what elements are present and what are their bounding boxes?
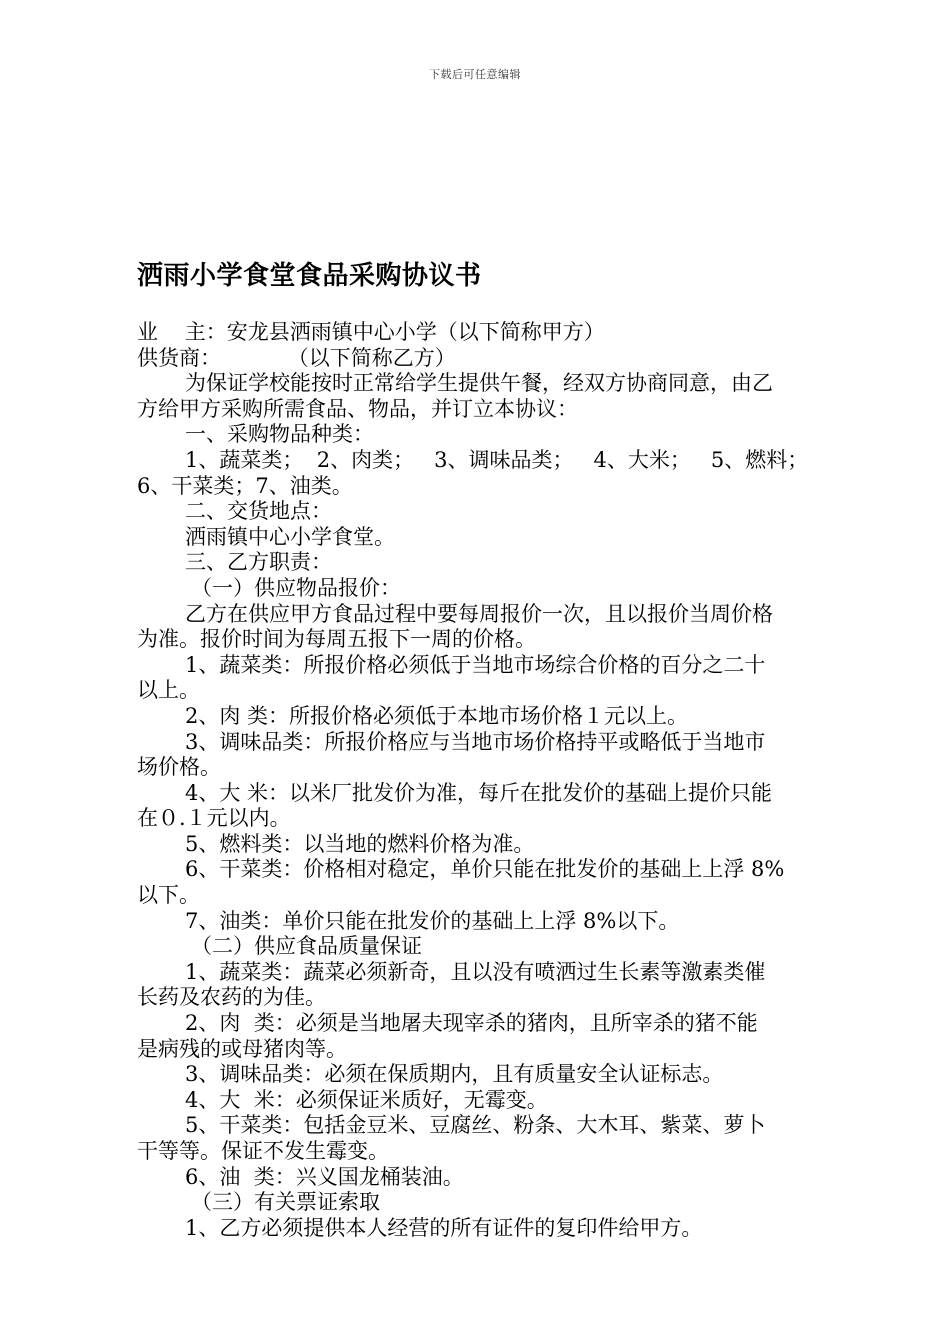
body-line: 在０.１元以内。 [137, 806, 291, 831]
body-line: （三）有关票证索取 [191, 1190, 380, 1215]
body-line: 为保证学校能按时正常给学生提供午餐，经双方协商同意，由乙 [185, 371, 773, 396]
body-line: 2、肉 类：必须是当地屠夫现宰杀的猪肉，且所宰杀的猪不能 [185, 1011, 758, 1036]
body-line: 干等等。保证不发生霉变。 [137, 1139, 389, 1163]
body-line: 1、蔬菜类； 2、肉类； 3、调味品类； 4、大米； 5、燃料； [185, 447, 809, 472]
body-line: 场价格。 [137, 755, 221, 780]
body-line: 以上。 [137, 678, 200, 703]
body-line: 3、调味品类：必须在保质期内，且有质量安全认证标志。 [185, 1062, 724, 1087]
body-line: 业 主：安龙县洒雨镇中心小学（以下简称甲方） [137, 320, 605, 344]
body-line: 是病残的或母猪肉等。 [137, 1036, 347, 1061]
body-line: 为准。报价时间为每周五报下一周的价格。 [137, 627, 536, 652]
document-body [137, 320, 857, 1241]
body-line: 6、油 类：兴义国龙桶装油。 [185, 1164, 464, 1189]
body-line: 5、燃料类：以当地的燃料价格为准。 [185, 831, 535, 856]
body-line: 二、交货地点： [185, 499, 332, 524]
body-line: 5、干菜类：包括金豆米、豆腐丝、粉条、大木耳、紫菜、萝卜 [185, 1113, 766, 1138]
body-line: 洒雨镇中心小学食堂。 [185, 524, 395, 549]
body-line: （二）供应食品质量保证 [191, 934, 422, 959]
body-line: 6、干菜类：价格相对稳定，单价只能在批发价的基础上上浮 8% [185, 857, 785, 882]
body-line: 1、乙方必须提供本人经营的所有证件的复印件给甲方。 [185, 1215, 703, 1240]
body-line: 6、干菜类；7、油类。 [137, 473, 353, 498]
body-line: 以下。 [137, 883, 200, 908]
body-line: 1、蔬菜类：所报价格必须低于当地市场综合价格的百分之二十 [185, 652, 766, 677]
body-line: 长药及农药的为佳。 [137, 985, 326, 1010]
body-line: （一）供应物品报价： [191, 575, 401, 600]
body-line: 一、采购物品种类： [185, 422, 374, 447]
page-header-note: 下载后可任意编辑 [429, 68, 521, 81]
body-line: 4、大 米：必须保证米质好，无霉变。 [185, 1087, 548, 1112]
body-line: 乙方在供应甲方食品过程中要每周报价一次，且以报价当周价格 [185, 601, 773, 626]
body-line: 供货商： （以下简称乙方） [137, 345, 456, 370]
document-title: 洒雨小学食堂食品采购协议书 [137, 261, 482, 291]
body-line: 方给甲方采购所需食品、物品，并订立本协议： [137, 396, 578, 421]
body-line: 3、调味品类：所报价格应与当地市场价格持平或略低于当地市 [185, 729, 766, 754]
body-line: 三、乙方职责： [185, 550, 332, 575]
body-line: 1、蔬菜类：蔬菜必须新奇，且以没有喷洒过生长素等激素类催 [185, 959, 766, 984]
body-line: 2、肉 类：所报价格必须低于本地市场价格１元以上。 [185, 703, 689, 728]
body-line: 4、大 米：以米厂批发价为准，每斤在批发价的基础上提价只能 [185, 780, 773, 805]
body-line: 7、油类：单价只能在批发价的基础上上浮 8%以下。 [185, 908, 680, 933]
